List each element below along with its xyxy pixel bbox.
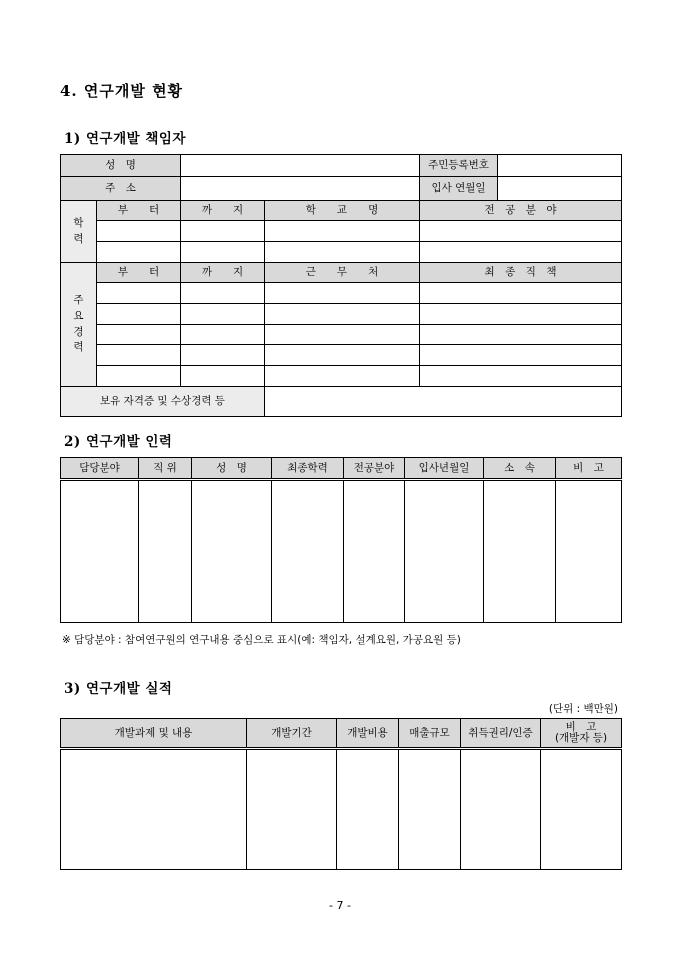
career-cell[interactable] [420,283,622,304]
career-cell[interactable] [181,345,265,366]
personnel-cell[interactable] [556,480,622,623]
career-cell[interactable] [97,345,181,366]
performance-header-rights: 취득권리/인증 [461,719,541,749]
personnel-header-rank: 직 위 [139,458,192,480]
edu-cell[interactable] [420,221,622,242]
address-value[interactable] [181,177,420,201]
performance-header-period: 개발기간 [247,719,337,749]
edu-major-header: 전 공 분 야 [420,201,622,221]
career-cell[interactable] [265,283,420,304]
career-cell[interactable] [181,283,265,304]
performance-header-sales: 매출규모 [399,719,461,749]
performance-cell[interactable] [399,749,461,870]
personnel-header-major: 전공분야 [344,458,405,480]
personnel-cell[interactable] [405,480,484,623]
career-cell[interactable] [97,325,181,345]
section-title: 4. 연구개발 현황 [60,82,184,100]
edu-cell[interactable] [265,221,420,242]
performance-table [60,718,622,870]
edu-cell[interactable] [181,242,265,263]
edu-cell[interactable] [181,221,265,242]
career-cell[interactable] [265,304,420,325]
performance-header-remarks [541,719,622,749]
rrn-value[interactable] [498,155,622,177]
personnel-cell[interactable] [344,480,405,623]
performance-cell[interactable] [61,749,247,870]
name-label: 성 명 [61,155,181,177]
certificates-label: 보유 자격증 및 수상경력 등 [61,387,265,417]
address-label: 주 소 [61,177,181,201]
performance-header-cost: 개발비용 [337,719,399,749]
career-cell[interactable] [420,366,622,387]
personnel-header-affiliation: 소 속 [484,458,556,480]
personnel-cell[interactable] [272,480,344,623]
personnel-header-join-date: 입사년월일 [405,458,484,480]
page-number: - 7 - [329,899,351,912]
subsection-title-performance: 3) 연구개발 실적 [64,681,173,697]
subsection-title-personnel: 2) 연구개발 인력 [64,434,173,450]
career-workplace-header: 근 무 처 [265,263,420,283]
education-label: 학 력 [61,201,97,263]
career-cell[interactable] [265,366,420,387]
subsection-title-manager: 1) 연구개발 책임자 [64,131,186,147]
personnel-cell[interactable] [61,480,139,623]
career-cell[interactable] [265,325,420,345]
career-from-header: 부 터 [97,263,181,283]
unit-label: (단위 : 백만원) [548,703,618,715]
edu-cell[interactable] [97,221,181,242]
career-cell[interactable] [420,345,622,366]
rrn-label: 주민등록번호 [420,155,498,177]
manager-table [60,154,622,417]
personnel-header-remarks: 비 고 [556,458,622,480]
career-to-header: 까 지 [181,263,265,283]
personnel-header-name: 성 명 [192,458,272,480]
edu-school-header: 학 교 명 [265,201,420,221]
personnel-cell[interactable] [139,480,192,623]
personnel-header-field: 담당분야 [61,458,139,480]
career-label: 주 요 경 력 [61,263,97,387]
join-date-label: 입사 연월일 [420,177,498,201]
edu-to-header: 까 지 [181,201,265,221]
edu-cell[interactable] [265,242,420,263]
career-cell[interactable] [181,304,265,325]
edu-cell[interactable] [97,242,181,263]
career-cell[interactable] [420,304,622,325]
personnel-note: ※ 담당분야 : 참여연구원의 연구내용 중심으로 표시(예: 책임자, 설계요원, 가공요원 등) [62,634,461,646]
remarks-line2: (개발자 등) [554,732,608,744]
performance-header-project: 개발과제 및 내용 [61,719,247,749]
career-cell[interactable] [265,345,420,366]
career-cell[interactable] [181,366,265,387]
career-cell[interactable] [97,283,181,304]
career-position-header: 최 종 직 책 [420,263,622,283]
certificates-value[interactable] [265,387,622,417]
name-value[interactable] [181,155,420,177]
performance-cell[interactable] [337,749,399,870]
career-cell[interactable] [181,325,265,345]
join-date-value[interactable] [498,177,622,201]
career-cell[interactable] [97,304,181,325]
career-cell[interactable] [97,366,181,387]
personnel-cell[interactable] [484,480,556,623]
remarks-line1: 비 고 [565,720,597,733]
edu-cell[interactable] [420,242,622,263]
personnel-cell[interactable] [192,480,272,623]
performance-cell[interactable] [247,749,337,870]
edu-from-header: 부 터 [97,201,181,221]
career-cell[interactable] [420,325,622,345]
personnel-table [60,457,622,623]
personnel-header-education: 최종학력 [272,458,344,480]
performance-cell[interactable] [461,749,541,870]
performance-cell[interactable] [541,749,622,870]
